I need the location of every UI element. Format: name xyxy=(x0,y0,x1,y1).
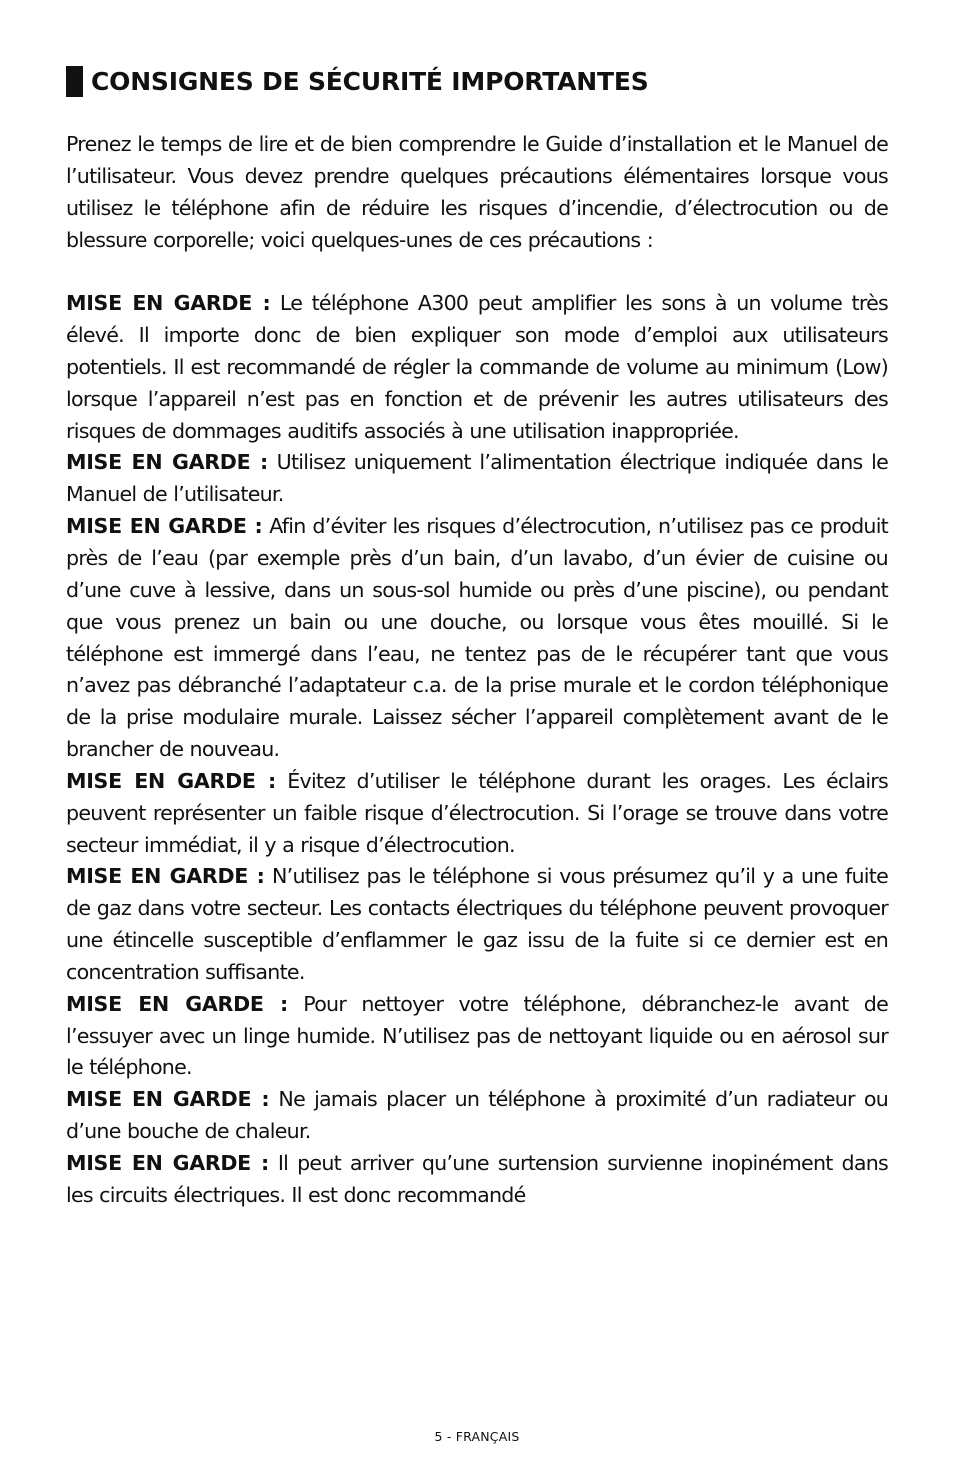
warning-text: Il peut arriver qu’une surtension survienne inopinément dans les circuits électriques. Il est donc recommandé xyxy=(66,1151,888,1207)
warning-label: MISE EN GARDE : xyxy=(66,864,265,889)
warning-paragraph xyxy=(66,1084,888,1148)
warning-paragraph xyxy=(66,766,888,862)
warning-paragraph xyxy=(66,447,888,511)
warning-paragraph xyxy=(66,1148,888,1212)
warning-paragraph xyxy=(66,989,888,1085)
heading-marker-block xyxy=(66,66,83,97)
warning-label: MISE EN GARDE : xyxy=(66,1151,269,1175)
section-heading xyxy=(66,62,649,100)
warning-text: N’utilisez pas le téléphone si vous présumez qu’il y a une fuite de gaz dans votre secteur. Les contacts électriques du téléphone peuvent provoquer une étincelle susceptible d’enflammer le gaz issu de la fuite si ce dernier est en concentration suffisante. xyxy=(66,864,888,984)
page-footer: 5 - FRANÇAIS xyxy=(434,1429,520,1444)
warning-text: Le téléphone A300 peut amplifier les sons à un volume très élevé. Il importe donc de bien expliquer son mode d’emploi aux utilisateurs potentiels. Il est recommandé de régler la commande de volume au minimum (Low) lorsque l’appareil n’est pas en fonction et de prévenir les autres utilisateurs des risques de dommages auditifs associés à une utilisation inappropriée. xyxy=(66,291,888,443)
warning-text: Pour nettoyer votre téléphone, débranchez-le avant de l’essuyer avec un linge humide. N’utilisez pas de nettoyant liquide ou en aérosol sur le téléphone. xyxy=(66,991,888,1080)
warning-label: MISE EN GARDE : xyxy=(66,291,271,316)
warning-label: MISE EN GARDE : xyxy=(66,514,263,539)
section-title: CONSIGNES DE SÉCURITÉ IMPORTANTES xyxy=(91,66,649,96)
warning-text: Ne jamais placer un téléphone à proximité d’un radiateur ou d’une bouche de chaleur. xyxy=(66,1087,888,1144)
warning-label: MISE EN GARDE : xyxy=(66,768,276,793)
warning-text: Afin d’éviter les risques d’électrocution, n’utilisez pas ce produit près de l’eau (par exemple près d’un bain, d’un lavabo, d’un évier de cuisine ou d’une cuve à lessive, dans un sous-sol humide ou près d’une piscine), ou pendant que vous prenez un bain ou une douche, ou lorsque vous êtes mouillé. Si le téléphone est immergé dans l’eau, ne tentez pas de le récupérer tant que vous n’avez pas débranché l’adaptateur c.a. de la prise murale et le cordon téléphonique de la prise modulaire murale. Laissez sécher l’appareil complètement avant de le brancher de nouveau. xyxy=(66,514,888,762)
warning-label: MISE EN GARDE : xyxy=(66,450,268,475)
warning-paragraph xyxy=(66,288,888,447)
document-body xyxy=(66,129,888,1212)
intro-paragraph: Prenez le temps de lire et de bien comprendre le Guide d’installation et le Manuel de l’utilisateur. Vous devez prendre quelques précautions élémentaires lorsque vous utilisez le téléphone afin de réduire les risques d’incendie, d’électrocution ou de blessure corporelle; voici quelques-unes de ces précautions : xyxy=(66,132,888,252)
warning-paragraph xyxy=(66,511,888,766)
warning-label: MISE EN GARDE : xyxy=(66,991,288,1016)
warning-text: Utilisez uniquement l’alimentation électrique indiquée dans le Manuel de l’utilisateur. xyxy=(66,450,889,507)
warning-text: Évitez d’utiliser le téléphone durant les orages. Les éclairs peuvent représenter un faible risque d’électrocution. Si l’orage se trouve dans votre secteur immédiat, il y a risque d’électrocution. xyxy=(66,768,888,857)
warning-label: MISE EN GARDE : xyxy=(66,1087,270,1112)
warning-paragraph xyxy=(66,861,888,988)
